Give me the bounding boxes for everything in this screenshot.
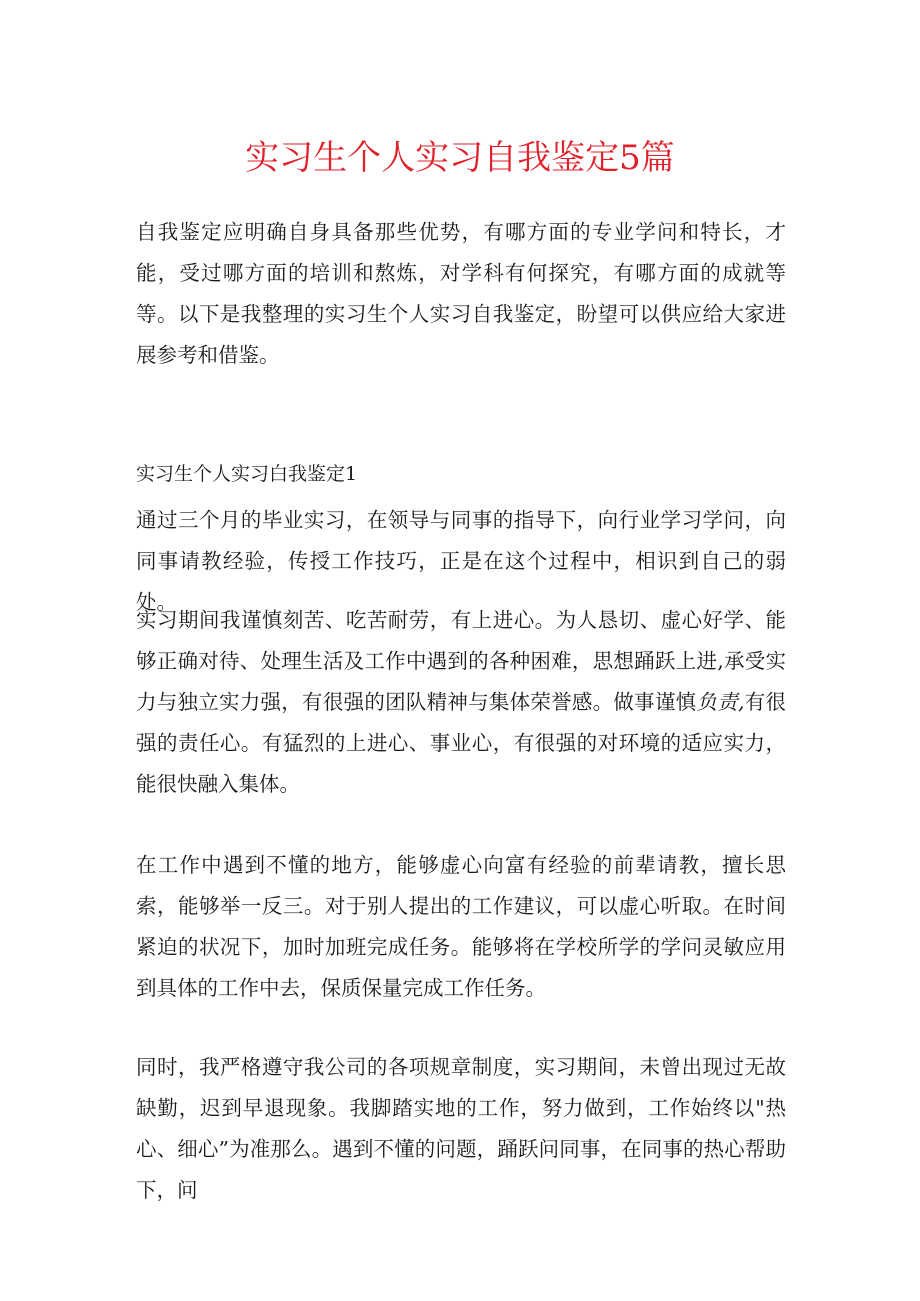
paragraph-2-text-start: 实习期间我谨慎刻苦、吃苦耐劳，有上进心。为人恳切、虚心好学、能够正确对待、处理生活及工作中遇到的各种困难，思想踊跃上进,承受实力与独立实力强，有很强的团队精神与集体荣誉感。做事谨慎	[136, 608, 786, 714]
body-paragraph-3: 在工作中遇到不懂的地方，能够虚心向富有经验的前辈请教，擅长思索，能够举一反三。对于别人提出的工作建议，可以虚心听取。在时间紧迫的状况下，加时加班完成任务。能够将在学校所学的学问灵敏应用到具体的工作中去，保质保量完成工作任务。	[136, 853, 786, 1000]
paragraph-2-emphasis: 负责,	[696, 690, 745, 714]
body-paragraph-1: 通过三个月的毕业实习，在领导与同事的指导下，向行业学习学问，向同事请教经验，传授工作技巧，正是在这个过程中，相识到自己的弱处。	[136, 508, 786, 614]
intro-paragraph: 自我鉴定应明确自身具备那些优势，有哪方面的专业学问和特长，才能，受过哪方面的培训和熬炼，对学科有何探究，有哪方面的成就等等。以下是我整理的实习生个人实习自我鉴定，盼望可以供应给大家进展参考和借鉴。	[136, 220, 786, 367]
section-heading-1: 实习生个人实习白我鉴定1	[136, 463, 358, 485]
paragraph-2-text-end: 有很强的责任心。有猛烈的上进心、事业心，有很强的对环境的适应实力，能很快融入集体。	[136, 690, 786, 796]
document-title: 实习生个人实习自我鉴定5篇	[245, 138, 675, 178]
body-paragraph-4: 同时，我严格遵守我公司的各项规章制度，实习期间，未曾出现过无故缺勤，迟到早退现象。我脚踏实地的工作，努力做到，工作始终以"热心、细心”为准那么。遇到不懂的问题，踊跃问同事，在同事的热心帮助下，问	[136, 1055, 786, 1202]
body-paragraph-2	[136, 600, 786, 805]
